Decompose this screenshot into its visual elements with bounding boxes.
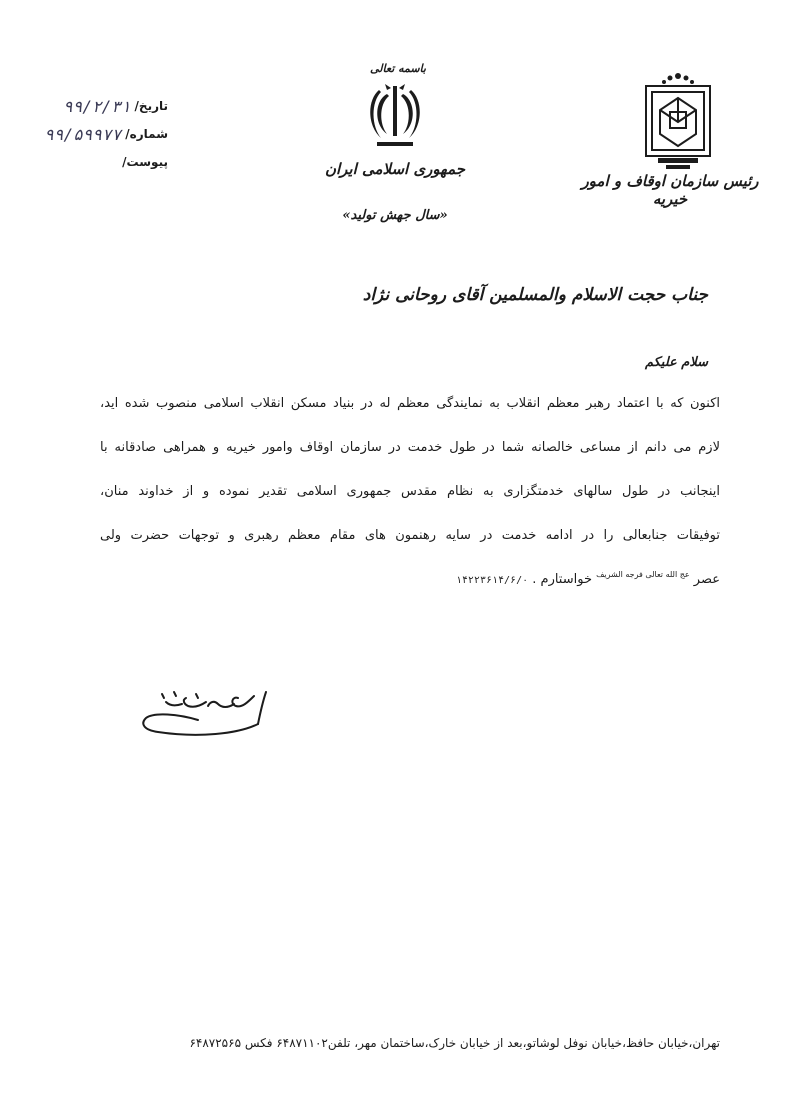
year-motto: «سال جهش تولید» [342,208,448,223]
awqaf-logo-icon [638,68,718,180]
republic-text: جمهوری اسلامی ایران [324,160,466,178]
body-closing-line [100,572,720,589]
date-row [28,92,168,120]
addressee: جناب حجت الاسلام والمسلمین آقای روحانی نژاد [362,285,708,305]
footer-address: تهران،خیابان حافظ،خیابان نوفل لوشاتو،بعد از خیابان خارک،ساختمان مهر، تلفن۶۴۸۷۱۱۰۲ فکس ۶۴۸۷۲۵۶۵ [189,1036,720,1050]
attachment-row [28,148,168,176]
attachment-label: پیوست/ [122,155,168,169]
date-value: ۹۹/۲/۳۱ [63,96,131,116]
stamp-code: ۱۴۲۲۳۶۱۴/۶/۰ [455,575,529,586]
honorific: عج الله تعالی فرجه الشریف [596,570,690,579]
number-value: ۹۹/۵۹۹۷۷ [44,124,122,144]
body-line: اینجانب در طول سالهای خدمتگزاری به نظام مقدس جمهوری اسلامی تقدیر نموده و از خداوند منان، [100,484,720,499]
date-label: تاریخ/ [134,99,168,113]
besmellah-text: باسمه تعالی [370,62,426,75]
number-label: شماره/ [125,127,168,141]
letter-meta [28,92,168,176]
closing-word: خواستارم . [532,572,592,587]
iran-emblem-icon [367,84,423,152]
greeting: سلام علیکم [644,355,708,370]
last-word: عصر [693,572,720,587]
signature-image [138,684,268,744]
body-line: لازم می دانم از مساعی خالصانه شما در طول خدمت در سازمان اوقاف وامور خیریه و همراهی صادقانه با [100,440,720,455]
number-row [28,120,168,148]
body-line: اکنون که با اعتماد رهبر معظم انقلاب به نمایندگی معظم له در بنیاد مسکن انقلاب اسلامی منصوب شده اید، [100,396,720,411]
body-line: توفیقات جنابعالی را در ادامه خدمت در سایه رهنمون های مقام معظم رهبری و توجهات حضرت ولی [100,528,720,543]
org-title: رئیس سازمان اوقاف و امور خیریه [581,172,759,208]
letter-body [100,396,720,589]
